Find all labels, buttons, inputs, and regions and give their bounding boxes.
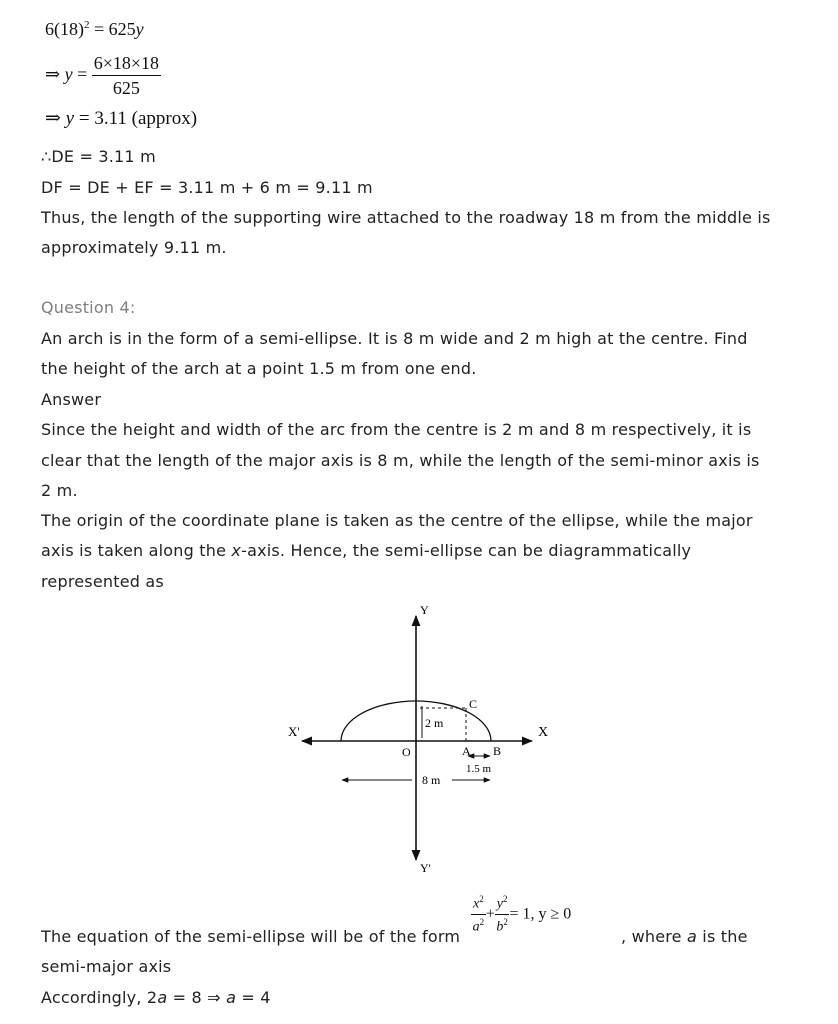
formula-x-fraction: [471, 894, 486, 935]
thus-line-1: Thus, the length of the supporting wire attached to the roadway 18 m from the middle is: [41, 208, 771, 227]
eq1-var: y: [135, 19, 144, 39]
form-post: [621, 927, 748, 946]
eq2-numerator: 6×18×18: [92, 53, 161, 76]
point-b-label: B: [493, 744, 502, 758]
final-pre: Accordingly, 2: [41, 988, 158, 1007]
final-mid: = 8 ⇒: [167, 988, 227, 1007]
answer-line-6: represented as: [41, 572, 164, 591]
y-label: Y: [420, 603, 429, 617]
origin-label: O: [402, 745, 411, 759]
eq1-lhs: 6(18): [45, 19, 84, 39]
formula-b-sq: 2: [503, 916, 508, 927]
final-line: [41, 988, 271, 1007]
answer-line-5-post: -axis. Hence, the semi-ellipse can be diagrammatically: [241, 541, 692, 560]
eq1-rhs: = 625: [94, 19, 136, 39]
answer-label: Answer: [41, 390, 102, 409]
form-post-pre: , where: [621, 927, 687, 946]
eq3-var: y: [65, 108, 75, 129]
de-line: ∴DE = 3.11 m: [41, 147, 156, 166]
formula-a-sq: 2: [479, 916, 485, 927]
x-prime-label: X': [288, 724, 300, 739]
offset-label: 1.5 m: [466, 763, 492, 775]
form-text: The equation of the semi-ellipse will be of the form: [41, 927, 461, 946]
eq2-var: y: [64, 64, 73, 85]
formula-y-sq: 2: [502, 894, 508, 904]
eq1-exponent: 2: [84, 19, 90, 31]
formula-rhs: = 1, y ≥ 0: [509, 905, 572, 923]
question-line-1: An arch is in the form of a semi-ellipse. It is 8 m wide and 2 m high at the centre. Find: [41, 329, 748, 348]
eq2-denominator: 625: [112, 78, 140, 98]
answer-line-1: Since the height and width of the arc from the centre is 2 m and 8 m respectively, it is: [41, 420, 752, 439]
answer-line-4: The origin of the coordinate plane is taken as the centre of the ellipse, while the major: [41, 511, 753, 530]
x-label: X: [538, 725, 549, 740]
question-heading: Question 4:: [41, 298, 136, 317]
final-post: = 4: [236, 988, 271, 1007]
eq3-arrow: ⇒: [45, 108, 61, 129]
final-a: a: [157, 988, 168, 1007]
formula-plus: +: [485, 905, 495, 923]
semi-ellipse-diagram: [280, 598, 570, 888]
formula-y-fraction: [495, 894, 510, 935]
eq2-fraction: [92, 53, 161, 99]
y-prime-label: Y': [420, 861, 431, 875]
equation-2: [45, 53, 161, 99]
formula-a: a: [472, 919, 480, 935]
eq2-equals: =: [77, 64, 88, 85]
ellipse-formula: [471, 894, 571, 935]
formula-x-sq: 2: [479, 894, 484, 904]
formula-b: b: [496, 919, 504, 935]
equation-1: [45, 19, 144, 40]
formula-y: y: [496, 896, 503, 912]
width-label: 8 m: [422, 773, 441, 787]
form-post-post: is the: [697, 927, 748, 946]
final-a2: a: [226, 988, 237, 1007]
semi-major-line: semi-major axis: [41, 957, 172, 976]
equation-3: [45, 107, 197, 130]
eq2-arrow: ⇒: [45, 64, 61, 85]
answer-line-3: 2 m.: [41, 481, 78, 500]
form-post-var: a: [687, 927, 698, 946]
df-line: DF = DE + EF = 3.11 m + 6 m = 9.11 m: [41, 178, 373, 197]
point-c-label: C: [469, 697, 478, 711]
question-line-2: the height of the arch at a point 1.5 m from one end.: [41, 359, 477, 378]
point-a-label: A: [462, 744, 471, 758]
answer-line-2: clear that the length of the major axis is 8 m, while the length of the semi-minor axis is: [41, 451, 760, 470]
eq3-rest: = 3.11 (approx): [78, 108, 198, 129]
formula-x: x: [473, 896, 480, 912]
answer-line-5-pre: axis is taken along the: [41, 541, 232, 560]
answer-line-5: [41, 541, 691, 560]
thus-line-2: approximately 9.11 m.: [41, 238, 227, 257]
height-label: 2 m: [425, 716, 444, 730]
answer-line-5-var: x: [231, 541, 242, 560]
